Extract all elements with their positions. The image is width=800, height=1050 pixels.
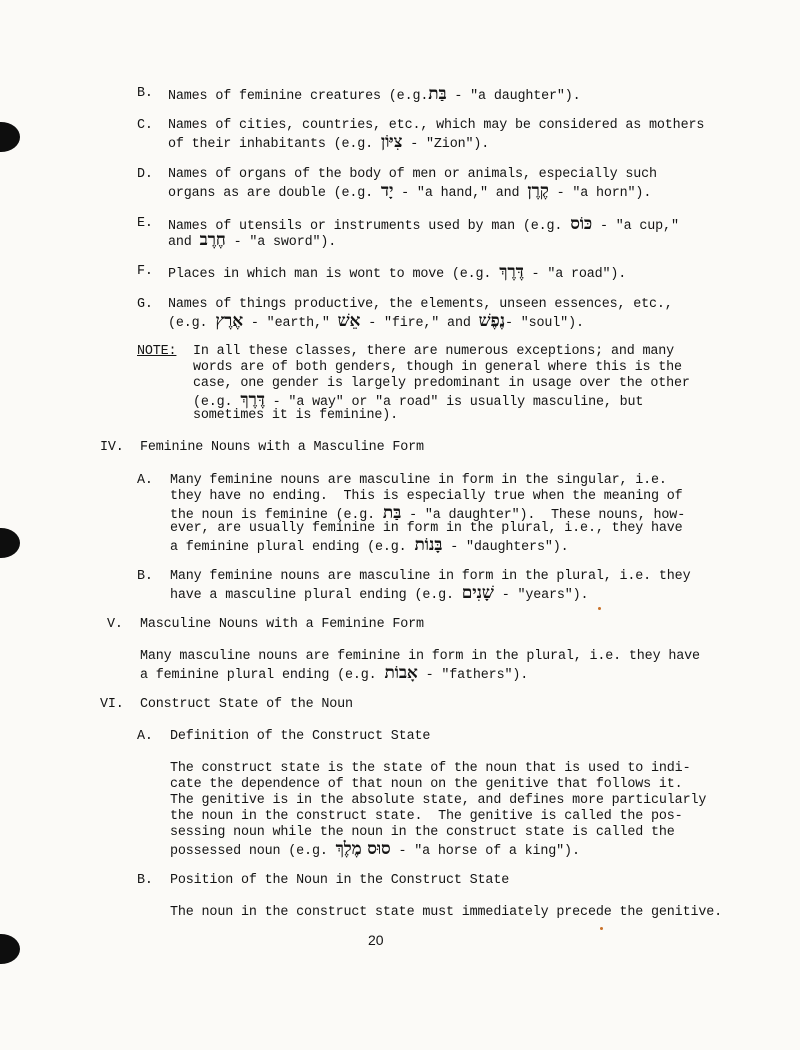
item-e-line2: and חֶרֶב - "a sword"). <box>168 230 337 250</box>
hebrew-word: יָד <box>380 181 394 201</box>
section-v-line1: Many masculine nouns are feminine in form in the plural, i.e. they have <box>140 649 700 664</box>
note-line2: words are of both genders, though in general where this is the <box>193 360 682 375</box>
item-iv-b-line1: Many feminine nouns are masculine in form in the plural, i.e. they <box>170 569 691 584</box>
hebrew-word: נֶפֶשׁ <box>478 311 505 331</box>
item-iv-a-line2: they have no ending. This is especially true when the meaning of <box>170 489 683 504</box>
item-vi-a-title: Definition of the Construct State <box>170 729 431 744</box>
hebrew-word: אָבוֹת <box>384 663 418 683</box>
hebrew-word: אֵשׁ <box>337 311 361 331</box>
item-d-letter: D. <box>137 167 153 182</box>
hebrew-word: כּוֹס <box>570 214 593 234</box>
item-b-letter: B. <box>137 86 153 101</box>
hebrew-word: שָׁנִים <box>461 583 494 603</box>
section-vi-numeral: VI. <box>100 697 124 712</box>
item-g-letter: G. <box>137 297 153 312</box>
section-v-numeral: V. <box>107 617 123 632</box>
item-iv-a-letter: A. <box>137 473 153 488</box>
ink-speck <box>598 607 601 610</box>
item-vi-a-line6: possessed noun (e.g. סוּס מֶלֶךְ - "a horse of a king"). <box>170 839 580 859</box>
item-g-line2: (e.g. אֶרֶץ - "earth," אֵשׁ - "fire," and נֶפֶשׁ- "soul"). <box>168 311 584 331</box>
item-vi-a-line5: sessing noun while the noun in the construct state is called the <box>170 825 675 840</box>
hebrew-word: אֶרֶץ <box>215 311 244 331</box>
hebrew-phrase: סוּס מֶלֶךְ <box>335 839 391 859</box>
hebrew-word: בַּת <box>428 84 447 104</box>
item-c-line2: of their inhabitants (e.g. צִיּוֹן - "Zion"). <box>168 132 490 152</box>
hebrew-word: קֶרֶן <box>527 181 549 201</box>
binder-hole-top <box>0 122 20 152</box>
note-line4: (e.g. דֶּרֶךְ - "a way" or "a road" is usually masculine, but <box>193 390 644 410</box>
item-vi-a-line1: The construct state is the state of the noun that is used to indi- <box>170 761 691 776</box>
item-iv-a-line4: ever, are usually feminine in form in the plural, i.e., they have <box>170 521 683 536</box>
item-vi-b-title: Position of the Noun in the Construct State <box>170 873 510 888</box>
item-e-letter: E. <box>137 216 153 231</box>
item-vi-a-line3: The genitive is in the absolute state, and defines more particularly <box>170 793 707 808</box>
item-d-line1: Names of organs of the body of men or animals, especially such <box>168 167 657 182</box>
hebrew-word: דֶּרֶךְ <box>499 262 524 282</box>
section-iv-numeral: IV. <box>100 440 124 455</box>
hebrew-word: חֶרֶב <box>199 230 226 250</box>
section-iv-title: Feminine Nouns with a Masculine Form <box>140 440 424 455</box>
item-g-line1: Names of things productive, the elements, unseen essences, etc., <box>168 297 673 312</box>
note-line3: case, one gender is largely predominant in usage over the other <box>193 376 690 391</box>
item-iv-b-line2: have a masculine plural ending (e.g. שָׁנִים - "years"). <box>170 583 589 603</box>
note-label: NOTE: <box>137 344 177 359</box>
item-vi-a-line2: cate the dependence of that noun on the genitive that follows it. <box>170 777 683 792</box>
item-vi-a-line4: the noun in the construct state. The genitive is called the pos- <box>170 809 683 824</box>
item-c-letter: C. <box>137 118 153 133</box>
page-number: 20 <box>368 932 384 948</box>
hebrew-word: בָּנוֹת <box>414 535 443 555</box>
binder-hole-middle <box>0 528 20 558</box>
section-v-title: Masculine Nouns with a Feminine Form <box>140 617 424 632</box>
item-e-line1: Names of utensils or instruments used by man (e.g. כּוֹס - "a cup," <box>168 214 679 234</box>
item-iv-a-line3: the noun is feminine (e.g. בַּת - "a daughter"). These nouns, how- <box>170 503 686 523</box>
item-vi-b-letter: B. <box>137 873 153 888</box>
binder-hole-bottom <box>0 934 20 964</box>
hebrew-word: צִיּוֹן <box>380 132 403 152</box>
hebrew-word: בַּת <box>382 503 402 523</box>
item-iv-a-line5: a feminine plural ending (e.g. בָּנוֹת - "daughters"). <box>170 535 569 555</box>
item-iv-a-line1: Many feminine nouns are masculine in form in the singular, i.e. <box>170 473 667 488</box>
note-line5: sometimes it is feminine). <box>193 408 399 423</box>
section-vi-title: Construct State of the Noun <box>140 697 353 712</box>
item-d-line2: organs as are double (e.g. יָד - "a hand," and קֶרֶן - "a horn"). <box>168 181 652 201</box>
section-v-line2: a feminine plural ending (e.g. אָבוֹת - "fathers"). <box>140 663 529 683</box>
item-c-line1: Names of cities, countries, etc., which may be considered as mothers <box>168 118 705 133</box>
hebrew-word: דֶּרֶךְ <box>240 390 265 410</box>
item-vi-b-line1: The noun in the construct state must immediately precede the genitive. <box>170 905 722 920</box>
item-iv-b-letter: B. <box>137 569 153 584</box>
item-b: Names of feminine creatures (e.g.בַּת - "a daughter"). <box>168 84 581 104</box>
item-f: Places in which man is wont to move (e.g. דֶּרֶךְ - "a road"). <box>168 262 627 282</box>
item-f-letter: F. <box>137 264 153 279</box>
note-line1: In all these classes, there are numerous exceptions; and many <box>193 344 675 359</box>
item-vi-a-letter: A. <box>137 729 153 744</box>
ink-speck <box>600 927 603 930</box>
